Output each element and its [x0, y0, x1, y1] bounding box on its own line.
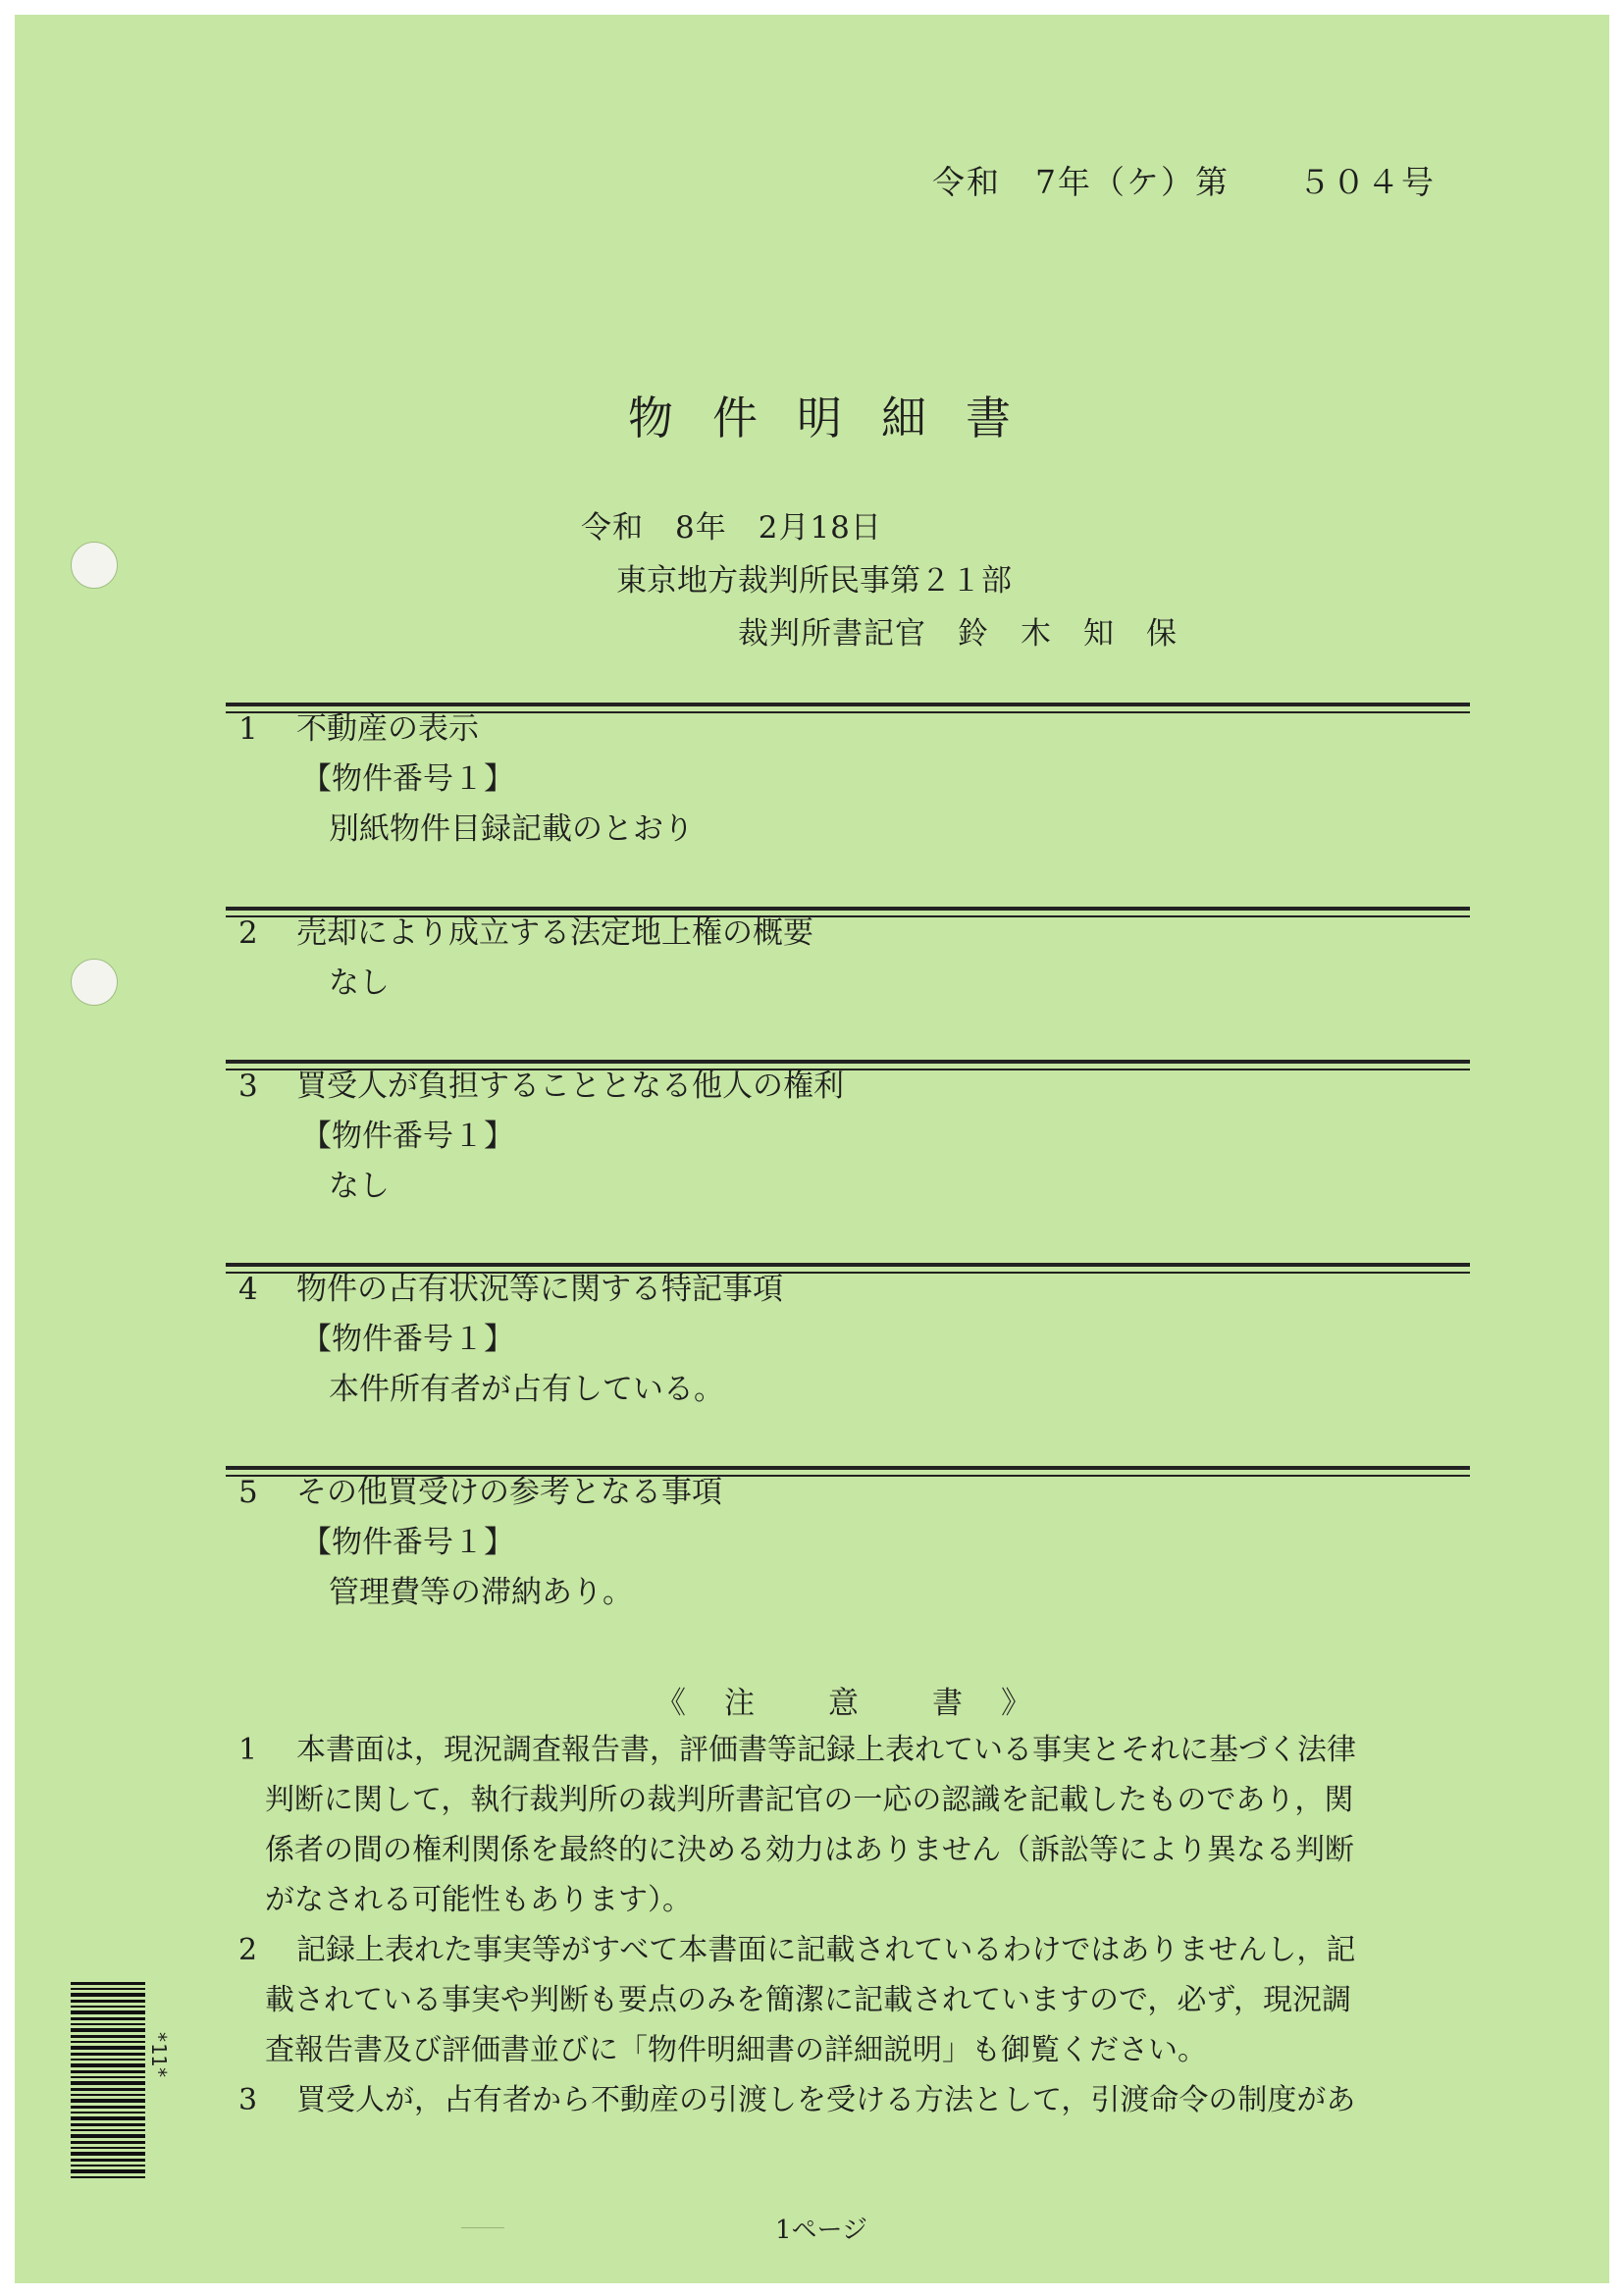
page-number: 1ページ	[775, 2216, 868, 2245]
property-tag: 【物件番号１】	[301, 1119, 514, 1154]
notice-word: 書	[932, 1686, 966, 1721]
section-2	[238, 909, 813, 1009]
section-body: なし	[329, 965, 390, 1001]
section-body: 管理費等の滞納あり。	[329, 1575, 633, 1610]
notice-line: 判断に関して，執行裁判所の裁判所書記官の一応の認識を記載したものであり，関	[265, 1783, 1354, 1817]
notice-bracket-close: 》	[1001, 1686, 1034, 1721]
barcode	[71, 1982, 145, 2178]
section-body: なし	[329, 1169, 390, 1204]
section-number: 2	[238, 915, 258, 951]
notice-word: 意	[828, 1686, 862, 1721]
section-number: 5	[238, 1475, 258, 1510]
notice-text: 本書面は，現況調査報告書，評価書等記録上表れている事実とそれに基づく法律	[296, 1733, 1356, 1767]
notice-line	[238, 1725, 1477, 1775]
notice-number: 1	[238, 1733, 258, 1767]
notice-word: 注	[724, 1686, 758, 1721]
section-body: 別紙物件目録記載のとおり	[329, 811, 694, 847]
notice-line	[238, 1925, 1477, 1975]
section-number: 4	[238, 1272, 258, 1307]
notice-number: 2	[238, 1933, 258, 1967]
section-1	[238, 704, 694, 855]
section-heading: 買受人が負担することとなる他人の権利	[296, 1069, 844, 1104]
section-4	[238, 1265, 783, 1415]
notice-line: 係者の間の権利関係を最終的に決める効力はありません（訴訟等により異なる判断	[265, 1833, 1354, 1867]
document-title: 物件明細書	[628, 391, 1050, 444]
footer-mark	[461, 2227, 504, 2228]
clerk-name: 裁判所書記官 鈴 木 知 保	[738, 616, 1178, 652]
section-heading: 物件の占有状況等に関する特記事項	[296, 1272, 783, 1307]
notice-text: 記録上表れた事実等がすべて本書面に記載されているわけではありませんし，記	[296, 1933, 1356, 1967]
notice-number: 3	[238, 2083, 258, 2117]
notice-text: 買受人が，占有者から不動産の引渡しを受ける方法として，引渡命令の制度があ	[296, 2083, 1356, 2117]
notice-line	[238, 2075, 1477, 2125]
section-5	[238, 1468, 722, 1618]
notice-bracket-open: 《	[655, 1686, 689, 1721]
notice-line: がなされる可能性もあります）。	[265, 1883, 692, 1917]
property-tag: 【物件番号１】	[301, 1525, 514, 1560]
notice-list	[238, 1725, 1477, 2125]
section-body: 本件所有者が占有している。	[329, 1372, 724, 1407]
court-name: 東京地方裁判所民事第２１部	[616, 563, 1012, 599]
punch-hole	[71, 959, 118, 1006]
issue-date: 令和 8年 2月18日	[581, 510, 882, 546]
section-heading: 売却により成立する法定地上権の概要	[296, 915, 813, 951]
barcode-label: *11*	[147, 2031, 171, 2079]
notice-title	[655, 1678, 1034, 1722]
notice-line: 査報告書及び評価書並びに「物件明細書の詳細説明」も御覧ください。	[265, 2033, 1207, 2067]
case-number: 令和 7年（ケ）第 ５０４号	[932, 163, 1436, 201]
section-3	[238, 1062, 844, 1212]
notice-line: 載されている事実や判断も要点のみを簡潔に記載されていますので，必ず，現況調	[265, 1983, 1351, 2017]
property-tag: 【物件番号１】	[301, 761, 514, 797]
section-number: 1	[238, 711, 258, 747]
section-number: 3	[238, 1069, 258, 1104]
property-tag: 【物件番号１】	[301, 1322, 514, 1357]
punch-hole	[71, 542, 118, 589]
section-heading: その他買受けの参考となる事項	[296, 1475, 722, 1510]
section-heading: 不動産の表示	[296, 711, 479, 747]
